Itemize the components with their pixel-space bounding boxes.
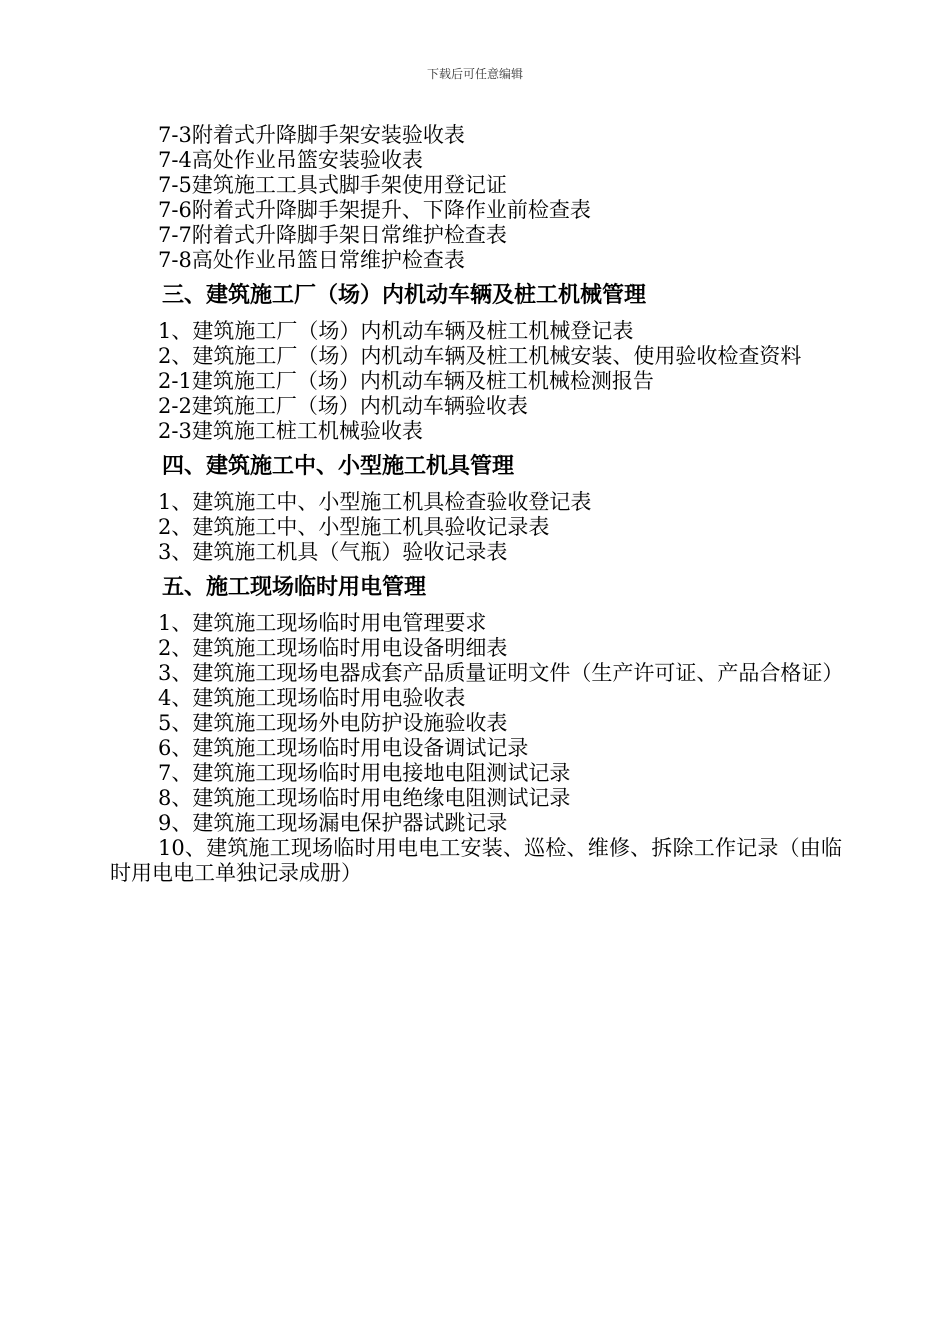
list-item: 3、建筑施工机具（气瓶）验收记录表 bbox=[158, 540, 508, 564]
list-item: 7-8高处作业吊篮日常维护检查表 bbox=[158, 248, 465, 272]
list-item: 7-4高处作业吊篮安装验收表 bbox=[158, 148, 423, 172]
list-item: 7-7附着式升降脚手架日常维护检查表 bbox=[158, 223, 507, 247]
section-heading-3: 三、建筑施工厂（场）内机动车辆及桩工机械管理 bbox=[162, 283, 647, 308]
list-item: 1、建筑施工厂（场）内机动车辆及桩工机械登记表 bbox=[158, 319, 634, 343]
list-item: 1、建筑施工中、小型施工机具检查验收登记表 bbox=[158, 490, 592, 514]
list-item: 10、建筑施工现场临时用电电工安装、巡检、维修、拆除工作记录（由临时用电电工单独记录成册） bbox=[110, 836, 842, 885]
section-heading-4: 四、建筑施工中、小型施工机具管理 bbox=[162, 454, 515, 479]
list-item: 3、建筑施工现场电器成套产品质量证明文件（生产许可证、产品合格证） bbox=[158, 661, 844, 685]
section-5-list bbox=[110, 611, 842, 886]
list-item: 5、建筑施工现场外电防护设施验收表 bbox=[158, 711, 508, 735]
header-note: 下载后可任意编辑 bbox=[426, 67, 523, 81]
list-item: 4、建筑施工现场临时用电验收表 bbox=[158, 686, 466, 710]
list-item: 7-6附着式升降脚手架提升、下降作业前检查表 bbox=[158, 198, 591, 222]
list-item: 7-5建筑施工工具式脚手架使用登记证 bbox=[158, 173, 507, 197]
section-3-list bbox=[110, 319, 842, 444]
list-item: 1、建筑施工现场临时用电管理要求 bbox=[158, 611, 487, 635]
list-item: 7、建筑施工现场临时用电接地电阻测试记录 bbox=[158, 761, 571, 785]
section-4-list bbox=[110, 490, 842, 565]
list-block-7 bbox=[110, 123, 842, 273]
section-heading-5: 五、施工现场临时用电管理 bbox=[162, 575, 427, 600]
list-item: 6、建筑施工现场临时用电设备调试记录 bbox=[158, 736, 529, 760]
list-item: 2-2建筑施工厂（场）内机动车辆验收表 bbox=[158, 394, 528, 418]
list-item: 8、建筑施工现场临时用电绝缘电阻测试记录 bbox=[158, 786, 571, 810]
list-item: 2、建筑施工现场临时用电设备明细表 bbox=[158, 636, 508, 660]
list-item: 2、建筑施工厂（场）内机动车辆及桩工机械安装、使用验收检查资料 bbox=[158, 344, 802, 368]
document-body bbox=[110, 123, 842, 886]
list-item: 2-1建筑施工厂（场）内机动车辆及桩工机械检测报告 bbox=[158, 369, 654, 393]
list-item: 9、建筑施工现场漏电保护器试跳记录 bbox=[158, 811, 508, 835]
list-item: 2-3建筑施工桩工机械验收表 bbox=[158, 419, 423, 443]
list-item: 7-3附着式升降脚手架安装验收表 bbox=[158, 123, 465, 147]
list-item: 2、建筑施工中、小型施工机具验收记录表 bbox=[158, 515, 550, 539]
